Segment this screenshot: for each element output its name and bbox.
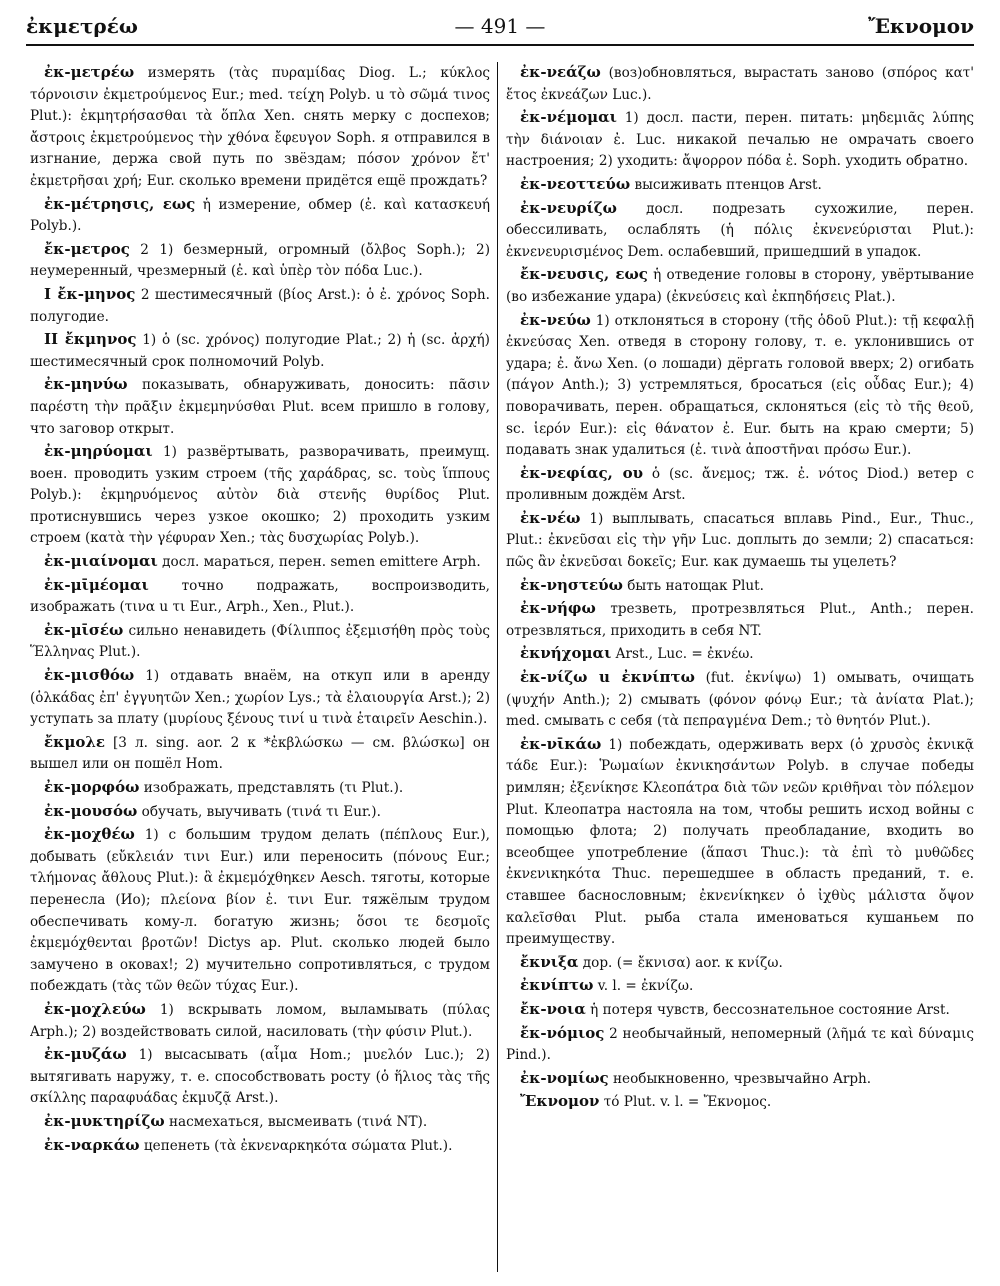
dictionary-entry bbox=[30, 1135, 490, 1158]
definition: 1) отклоняться в сторону (τῆς ὁδοῦ Plut.): τῇ κεφαλῇ ἐκνεύσας Xen. отведя в сторону голову, т. е. уклонившись от удара; ἐ. ἄνω Xen. (о лошади) дёргать головой вверх; 2) огибать (πάγον Anth.); 3) устремляться, бросаться (εἰς οὖδας Eur.); 4) поворачивать, перен. обращаться, склоняться (εἰς τὸ τῆς θεοῦ, sc. ἱερόν Eur.): εἰς θάνατον ἐ. Eur. быть на краю смерти; 5) подавать знак удалиться (ἐ. τινὰ ἀποστῆναι πρόσω Eur.). bbox=[506, 312, 974, 459]
dictionary-entry bbox=[506, 575, 974, 598]
dictionary-entry bbox=[506, 952, 974, 975]
dictionary-entry bbox=[30, 732, 490, 776]
definition: (воз)обновляться, вырастать заново (σπόρος κατ' ἔτος ἐκνεάζων Luc.). bbox=[506, 65, 974, 103]
dictionary-entry bbox=[30, 620, 490, 664]
definition: высиживать птенцов Arst. bbox=[634, 176, 822, 193]
definition: ὁ (sc. ἄνεμος; тж. ἐ. νότος Diod.) ветер с проливным дождём Arst. bbox=[506, 465, 974, 504]
headword: ἐκ-μῑμέομαι bbox=[44, 575, 149, 594]
dictionary-entry bbox=[506, 508, 974, 574]
dictionary-entry bbox=[506, 1068, 974, 1091]
dictionary-entry bbox=[506, 643, 974, 666]
dictionary-entry bbox=[30, 665, 490, 731]
headword: ἐκ-μουσόω bbox=[44, 801, 138, 820]
dictionary-entry bbox=[506, 667, 974, 733]
headword: II ἔκμηνος bbox=[44, 330, 137, 349]
definition: 2 необычайный, непомерный (λῆμά τε καὶ δύναμις Pind.). bbox=[506, 1025, 974, 1064]
headword: ἐκ-μισθόω bbox=[44, 666, 135, 685]
definition: Arst., Luc. = ἐκνέω. bbox=[615, 646, 754, 663]
definition: цепенеть (τὰ ἐκνεναρκηκότα σώματα Plut.). bbox=[143, 1137, 453, 1154]
definition: 1) побеждать, одерживать верх (ὁ χρυσὸς ἐκνικᾷ τάδε Eur.): Ῥωμαίων ἐκνικησάντων Polyb. в случае победы римлян; ἐξενίκησε Κλεοπάτρα διὰ τῶν νεῶν κριθῆναι τὸν πόλεμον Plut. Клеопатра настояла на том, чтобы решить исход войны с помощью флота; 2) получать преобладание, входить во всеобщее употребление (ἅπασι Thuc.): τὰ ἐπὶ τὸ μυθῶδες ἐκνενικηκότα Thuc. перешедшее в область преданий, т. е. ставшее баснословным; ἐκνενίκηκεν ὁ ἰχθὺς μάλιστα ὄψον καλεῖσθαι Plut. рыба стала именоваться кушаньем по преимуществу. bbox=[506, 736, 974, 948]
dictionary-entry bbox=[30, 441, 490, 550]
headword: ἐκ-ναρκάω bbox=[44, 1135, 140, 1154]
definition: v. l. = ἐκνίζω. bbox=[597, 978, 694, 995]
dictionary-entry bbox=[30, 575, 490, 619]
headword: ἐκ-μέτρησις, εως bbox=[44, 194, 196, 213]
dictionary-entry bbox=[30, 194, 490, 238]
headword: ἐκ-μηρύομαι bbox=[44, 442, 153, 461]
dictionary-entry bbox=[506, 174, 974, 197]
dictionary-entry bbox=[30, 374, 490, 440]
dictionary-entry bbox=[30, 1111, 490, 1134]
headword: ἐκ-μηνύω bbox=[44, 375, 128, 394]
headword: ἐκ-νηστεύω bbox=[520, 575, 623, 594]
definition: 1) вскрывать ломом, выламывать (πύλας Arph.); 2) воздействовать силой, насиловать (τὴν φύσιν Plut.). bbox=[30, 1001, 490, 1040]
dictionary-entry bbox=[506, 734, 974, 951]
headword: ἐκνίπτω bbox=[520, 976, 594, 995]
dictionary-entry bbox=[30, 824, 490, 998]
dictionary-entry bbox=[506, 1023, 974, 1067]
headword: ἔκνιξα bbox=[520, 952, 579, 971]
headword: ἔκ-νοια bbox=[520, 999, 586, 1018]
definition: необыкновенно, чрезвычайно Arph. bbox=[612, 1070, 872, 1087]
definition: обучать, выучивать (τινά τι Eur.). bbox=[141, 803, 381, 820]
headword: ἐκ-μῑσέω bbox=[44, 620, 124, 639]
headword: ἔκ-νευσις, εως bbox=[520, 265, 648, 284]
definition: τό Plut. v. l. = Ἔκνομος. bbox=[603, 1094, 772, 1111]
page-header bbox=[26, 12, 974, 42]
dictionary-entry bbox=[506, 975, 974, 998]
headword: ἔκ-μετρος bbox=[44, 239, 130, 258]
headword: ἐκ-νευρίζω bbox=[520, 198, 617, 217]
headword: ἐκ-νίζω u ἐκνίπτω bbox=[520, 668, 695, 687]
definition: 1) ὁ (sc. χρόνος) полугодие Plat.; 2) ἡ (sc. ἀρχή) шестимесячный срок полномочий Polyb. bbox=[30, 332, 490, 370]
definition: 1) досл. пасти, перен. питать: μηδεμιᾶς λύπης τὴν διάνοιαν ἐ. Luc. никакой печалью не омрачать своего настроения; 2) уходить: ἄψορρον πόδα ἐ. Soph. уходить обратно. bbox=[506, 110, 974, 170]
definition: точно подражать, воспроизводить, изображать (τινα u τι Eur., Arph., Xen., Plut.). bbox=[30, 577, 490, 616]
running-head-left: ἐκμετρέω bbox=[26, 14, 138, 38]
headword: ἐκ-νεφίας, ου bbox=[520, 463, 644, 482]
left-column bbox=[30, 62, 490, 1274]
headword: ἐκ-νεοττεύω bbox=[520, 174, 631, 193]
definition: досл. мараться, перен. semen emittere Arph. bbox=[162, 554, 481, 571]
dictionary-entry bbox=[30, 62, 490, 193]
headword: ἐκ-μορφόω bbox=[44, 778, 140, 796]
definition: [3 л. sing. aor. 2 к *ἐκβλώσκω — см. βλώσκω] он вышел или он пошёл Hom. bbox=[30, 734, 490, 773]
headword: ἔκ-νόμιος bbox=[520, 1023, 605, 1042]
headword: ἐκ-νομίως bbox=[520, 1068, 609, 1087]
page-number: — 491 — bbox=[454, 14, 546, 38]
header-rule bbox=[26, 44, 974, 46]
headword: ἔκμολε bbox=[44, 732, 105, 751]
definition: сильно ненавидеть (Φίλιππος ἐξεμισήθη πρὸς τοὺς Ἕλληνας Plut.). bbox=[30, 622, 490, 661]
headword: ἐκ-νεύω bbox=[520, 310, 591, 329]
definition: ἡ отведение головы в сторону, увёртывание (во избежание удара) (ἐκνεύσεις καὶ ἐκπηδήσεις Plat.). bbox=[506, 267, 974, 305]
dictionary-entry bbox=[30, 801, 490, 824]
headword: Ἔκνομον bbox=[520, 1092, 600, 1111]
definition: 1) отдавать внаём, на откуп или в аренду (ὁλκάδας ἐπ' ἐγγυητῶν Xen.; χωρίον Lys.; τὰ ἐλαιουργία Arst.); 2) уступать за плату (μυρίους ξένους τινί u τινὰ ἑταιρεῖν Aeschin.). bbox=[30, 668, 490, 728]
dictionary-entry bbox=[506, 264, 974, 308]
headword: ἐκ-νέμομαι bbox=[520, 108, 617, 127]
dictionary-entry bbox=[506, 62, 974, 106]
definition: 1) с большим трудом делать (πέπλους Eur.), добывать (εὔκλειάν τινι Eur.) или переносить (πόνους Eur.; τλήμονας ἄθλους Plut.): ἃ ἐκμεμόχθηκεν Aesch. тяготы, которые перенесла (Ио); πλείονα βίον ἐ. τινι Eur. тяжёлым трудом обеспечивать кому-л. богатую жизнь; ὅσοι τε δεσμοῖς ἐκμεμόχθενται βροτῶν! Dictys ap. Plut. сколько людей было замучено в оковах!; 2) мучительно сопротивляться, с трудом побеждать (τὰς τῶν θεῶν τύχας Eur.). bbox=[30, 827, 490, 995]
definition: ἡ измерение, обмер (ἐ. καὶ κατασκευή Polyb.). bbox=[30, 196, 490, 235]
definition: ἡ потеря чувств, бессознательное состояние Arst. bbox=[590, 1001, 950, 1018]
dictionary-entry bbox=[30, 284, 490, 328]
headword: ἐκ-νήφω bbox=[520, 599, 596, 618]
column-divider bbox=[497, 62, 498, 1272]
headword: ἐκ-μυζάω bbox=[44, 1045, 127, 1064]
headword: ἐκ-μιαίνομαι bbox=[44, 552, 158, 571]
dictionary-entry bbox=[30, 999, 490, 1043]
definition: изображать, представлять (τι Plut.). bbox=[143, 780, 404, 796]
definition: показывать, обнаруживать, доносить: πᾶσιν παρέστη τὴν πρᾶξιν ἐκμεμηνύσθαι Plut. всем пришло в голову, что заговор открыт. bbox=[30, 377, 490, 437]
dictionary-entry bbox=[506, 310, 974, 462]
definition: 1) высасывать (αἷμα Hom.; μυελόν Luc.); 2) вытягивать наружу, т. е. способствовать росту (ὁ ἥλιος τὰς τῆς σκίλλης παραφυάδας ἐκμυζᾷ Arst.). bbox=[30, 1047, 490, 1107]
definition: измерять (τὰς πυραμίδας Diog. L.; κύκλος τόρνοισιν ἐκμετρούμενος Eur.; med. τείχη Polyb. u τὸ σῶμά τινος Plut.): ἐκμητρήσασθαι τὰ ὅπλα Xen. снять мерку с доспехов; ἄστροις ἐκμετρούμενος τὴν χθόνα ἔφευγον Soph. я отправился в изгнание, держа свой путь по звёздам; πόσον χρόνον ἔτ' ἐκμετρῆσαι χρή; Eur. сколько времени придётся ещё прождать? bbox=[30, 65, 490, 189]
dictionary-entry bbox=[506, 999, 974, 1022]
headword: ἐκ-μοχθέω bbox=[44, 825, 135, 844]
definition: 2 1) безмерный, огромный (ὄλβος Soph.); 2) неумеренный, чрезмерный (ἐ. καὶ ὑπὲρ τὸν πόδα Luc.). bbox=[30, 241, 490, 280]
headword: ἐκ-μυκτηρίζω bbox=[44, 1111, 165, 1130]
headword: ἐκ-μοχλεύω bbox=[44, 999, 146, 1018]
headword: ἐκ-νεάζω bbox=[520, 63, 601, 81]
headword: ἐκ-νέω bbox=[520, 508, 581, 527]
headword: ἐκνήχομαι bbox=[520, 644, 612, 663]
definition: досл. подрезать сухожилие, перен. обессиливать, ослаблять (ἡ πόλις ἐκνενεύρισται Plut.): ἐκνενευρισμένος Dem. ослабевший, пришедший в упадок. bbox=[506, 200, 974, 260]
dictionary-entry bbox=[30, 239, 490, 283]
headword: ἐκ-νῑκάω bbox=[520, 734, 602, 753]
dictionary-entry bbox=[506, 198, 974, 264]
dictionary-entry bbox=[30, 777, 490, 800]
dictionary-entry bbox=[506, 1091, 974, 1114]
definition: дор. (= ἔκνισα) aor. к κνίζω. bbox=[582, 954, 783, 971]
definition: 2 шестимесячный (βίος Arst.): ὁ ἐ. χρόνος Soph. полугодие. bbox=[30, 286, 490, 325]
headword: I ἔκ-μηνος bbox=[44, 284, 136, 303]
definition: насмехаться, высмеивать (τινά NT). bbox=[168, 1113, 428, 1130]
definition: (fut. ἐκνίψω) 1) омывать, очищать (ψυχήν Anth.); 2) смывать (φόνον φόνῳ Eur.; τὰ ἀνίατα Plat.); med. смывать с себя (τὰ πεπραγμένα Dem.; τὸ θνητόν Plut.). bbox=[506, 670, 974, 730]
definition: 1) развёртывать, разворачивать, преимущ. воен. проводить узким строем (τῆς χαράδρας, sc. τοὺς ἵππους Polyb.): ἐκμηρυόμενος αὐτὸν διὰ στενῆς θυρίδος Plut. протиснувшись через узкое окошко; 2) проходить узким строем (κατὰ τὴν γέφυραν Xen.; τὰς δυσχωρίας Polyb.). bbox=[30, 444, 490, 547]
dictionary-entry bbox=[30, 551, 490, 574]
dictionary-entry bbox=[506, 463, 974, 507]
definition: быть натощак Plut. bbox=[627, 577, 764, 594]
right-column bbox=[506, 62, 974, 1274]
dictionary-entry bbox=[30, 329, 490, 373]
definition: трезветь, протрезвляться Plut., Anth.; перен. отрезвляться, приходить в себя NT. bbox=[506, 601, 974, 639]
headword: ἐκ-μετρέω bbox=[44, 63, 135, 81]
definition: 1) выплывать, спасаться вплавь Pind., Eur., Thuc., Plut.: ἐκνεῦσαι εἰς τὴν γῆν Luc. доплыть до земли; 2) спасаться: πῶς ἂν ἐκνεῦσαι δοκεῖς; Eur. как думаешь ты уцелеть? bbox=[506, 510, 974, 571]
dictionary-entry bbox=[506, 598, 974, 642]
running-head-right: Ἔκνομον bbox=[868, 14, 974, 38]
dictionary-entry bbox=[506, 107, 974, 173]
dictionary-entry bbox=[30, 1044, 490, 1110]
